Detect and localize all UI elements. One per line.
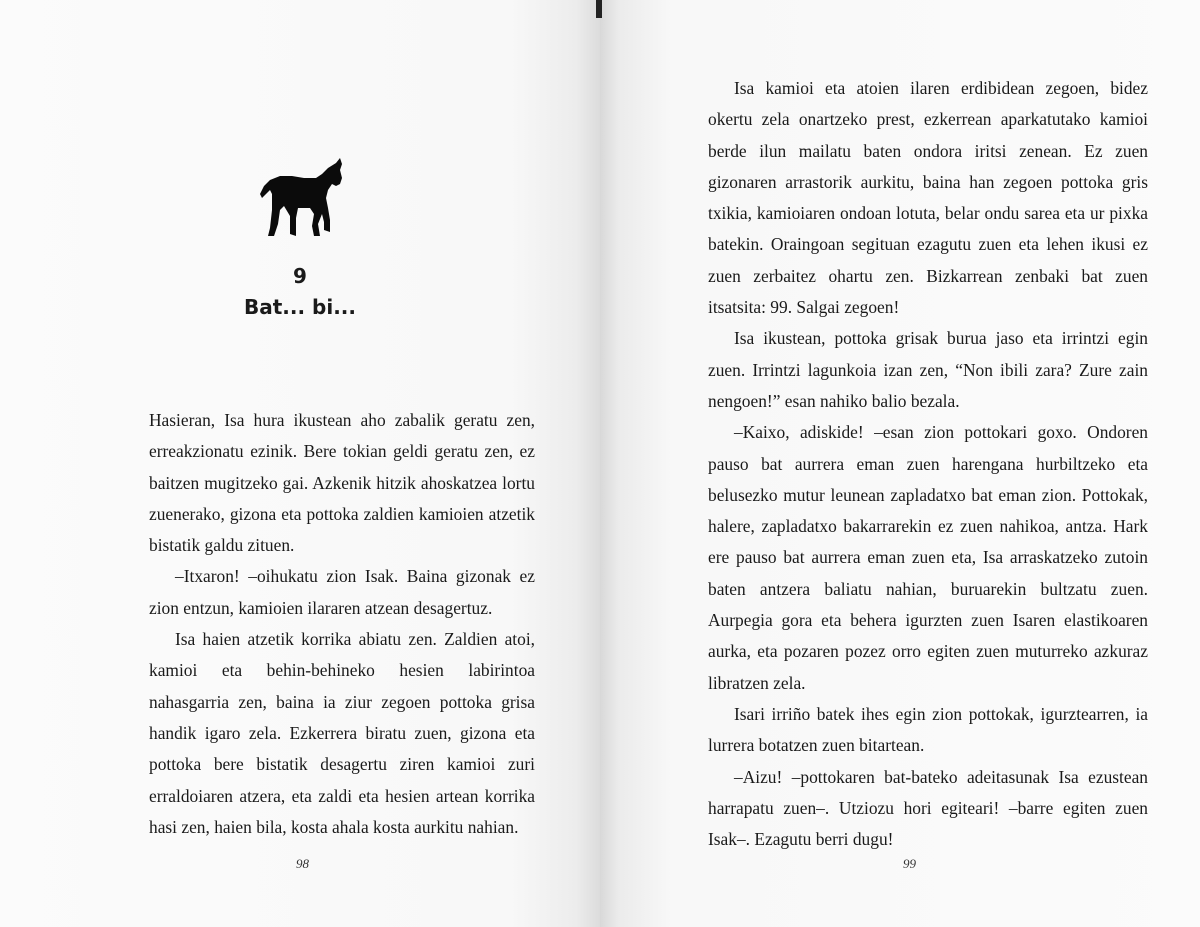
pony-silhouette-icon [256, 150, 346, 240]
paragraph: Hasieran, Isa hura ikustean aho zabalik geratu zen, erreakzionatu ezinik. Bere tokian geldi geratu zen, ez baitzen mugitzeko gai. Azkenik hitzik ahoskatzea lortu zuenerako, gizona eta pottoka zaldien kamioien atzetik bistatik galdu zituen. [149, 410, 535, 556]
paragraph: –Kaixo, adiskide! –esan zion pottokari goxo. Ondoren pauso bat aurrera eman zuen harengana hurbiltzeko eta belusezko mutur leunean zapladatxo bat eman zion. Pottokak, halere, zapladatxo bakarrarekin ez zuen nahikoa, antza. Hark ere pauso bat aurrera eman zuen eta, Isa arraskatzeko zutoin baten antzera baliatu nahian, buruarekin bultzatu zuen. Aurpegia gora eta behera igurzten zuen Isaren elastikoaren aurka, eta pozaren pozez orro egiten zuen muturreko azkuraz libratzen zela. [708, 422, 1148, 693]
chapter-title: Bat... bi... [243, 295, 357, 319]
chapter-number: 9 [293, 264, 307, 288]
paragraph: Isa haien atzetik korrika abiatu zen. Zaldien atoi, kamioi eta behin-behineko hesien labirintoa nahasgarria zen, baina ia ziur zegoen pottoka grisa handik igaro zela. Ezkerrera biratu zuen, gizona eta pottoka bere bistatik desagertu ziren kamioi zuri erraldoiaren atzera, eta zaldi eta hesien artean korrika hasi zen, haien bila, kosta ahala kosta aurkitu nahian. [149, 629, 535, 837]
paragraph: Isa kamioi eta atoien ilaren erdibidean zegoen, bidez okertu zela onartzeko prest, ezkerrean aparkatutako kamioi berde ilun mailatu baten ondora iritsi zenean. Ez zuen gizonaren arrastorik aurkitu, baina han zegoen pottoka gris txikia, kamioiaren ondoan lotuta, belar ondu sarea eta ur pixka batekin. Oraingoan segituan ezagutu zuen eta lehen ikusi ez zuen zerbaitez ohartu zen. Bizkarrean zenbaki bat zuen itsatsita: 99. Salgai zegoen! [708, 78, 1148, 318]
right-body-text [708, 73, 1148, 855]
binding-mark [596, 0, 602, 18]
paragraph: Isari irriño batek ihes egin zion pottokak, igurztearren, ia lurrera botatzen zuen bitartean. [708, 703, 1148, 756]
page-number: 98 [296, 856, 309, 871]
page-number: 99 [903, 856, 916, 871]
left-body-text [149, 405, 535, 843]
paragraph: –Aizu! –pottokaren bat-bateko adeitasunak Isa ezustean harrapatu zuen–. Utziozu hori egiteari! –barre egiten zuen Isak–. Ezagutu berri dugu! [708, 766, 1148, 850]
paragraph: Isa ikustean, pottoka grisak burua jaso eta irrintzi egin zuen. Irrintzi lagunkoia izan zen, “Non ibili zara? Zure zain nengoen!” esan nahiko balio bezala. [708, 328, 1148, 411]
right-page [600, 0, 1200, 927]
paragraph: –Itxaron! –oihukatu zion Isak. Baina gizonak ez zion entzun, kamioien ilararen atzean desagertuz. [149, 566, 535, 618]
